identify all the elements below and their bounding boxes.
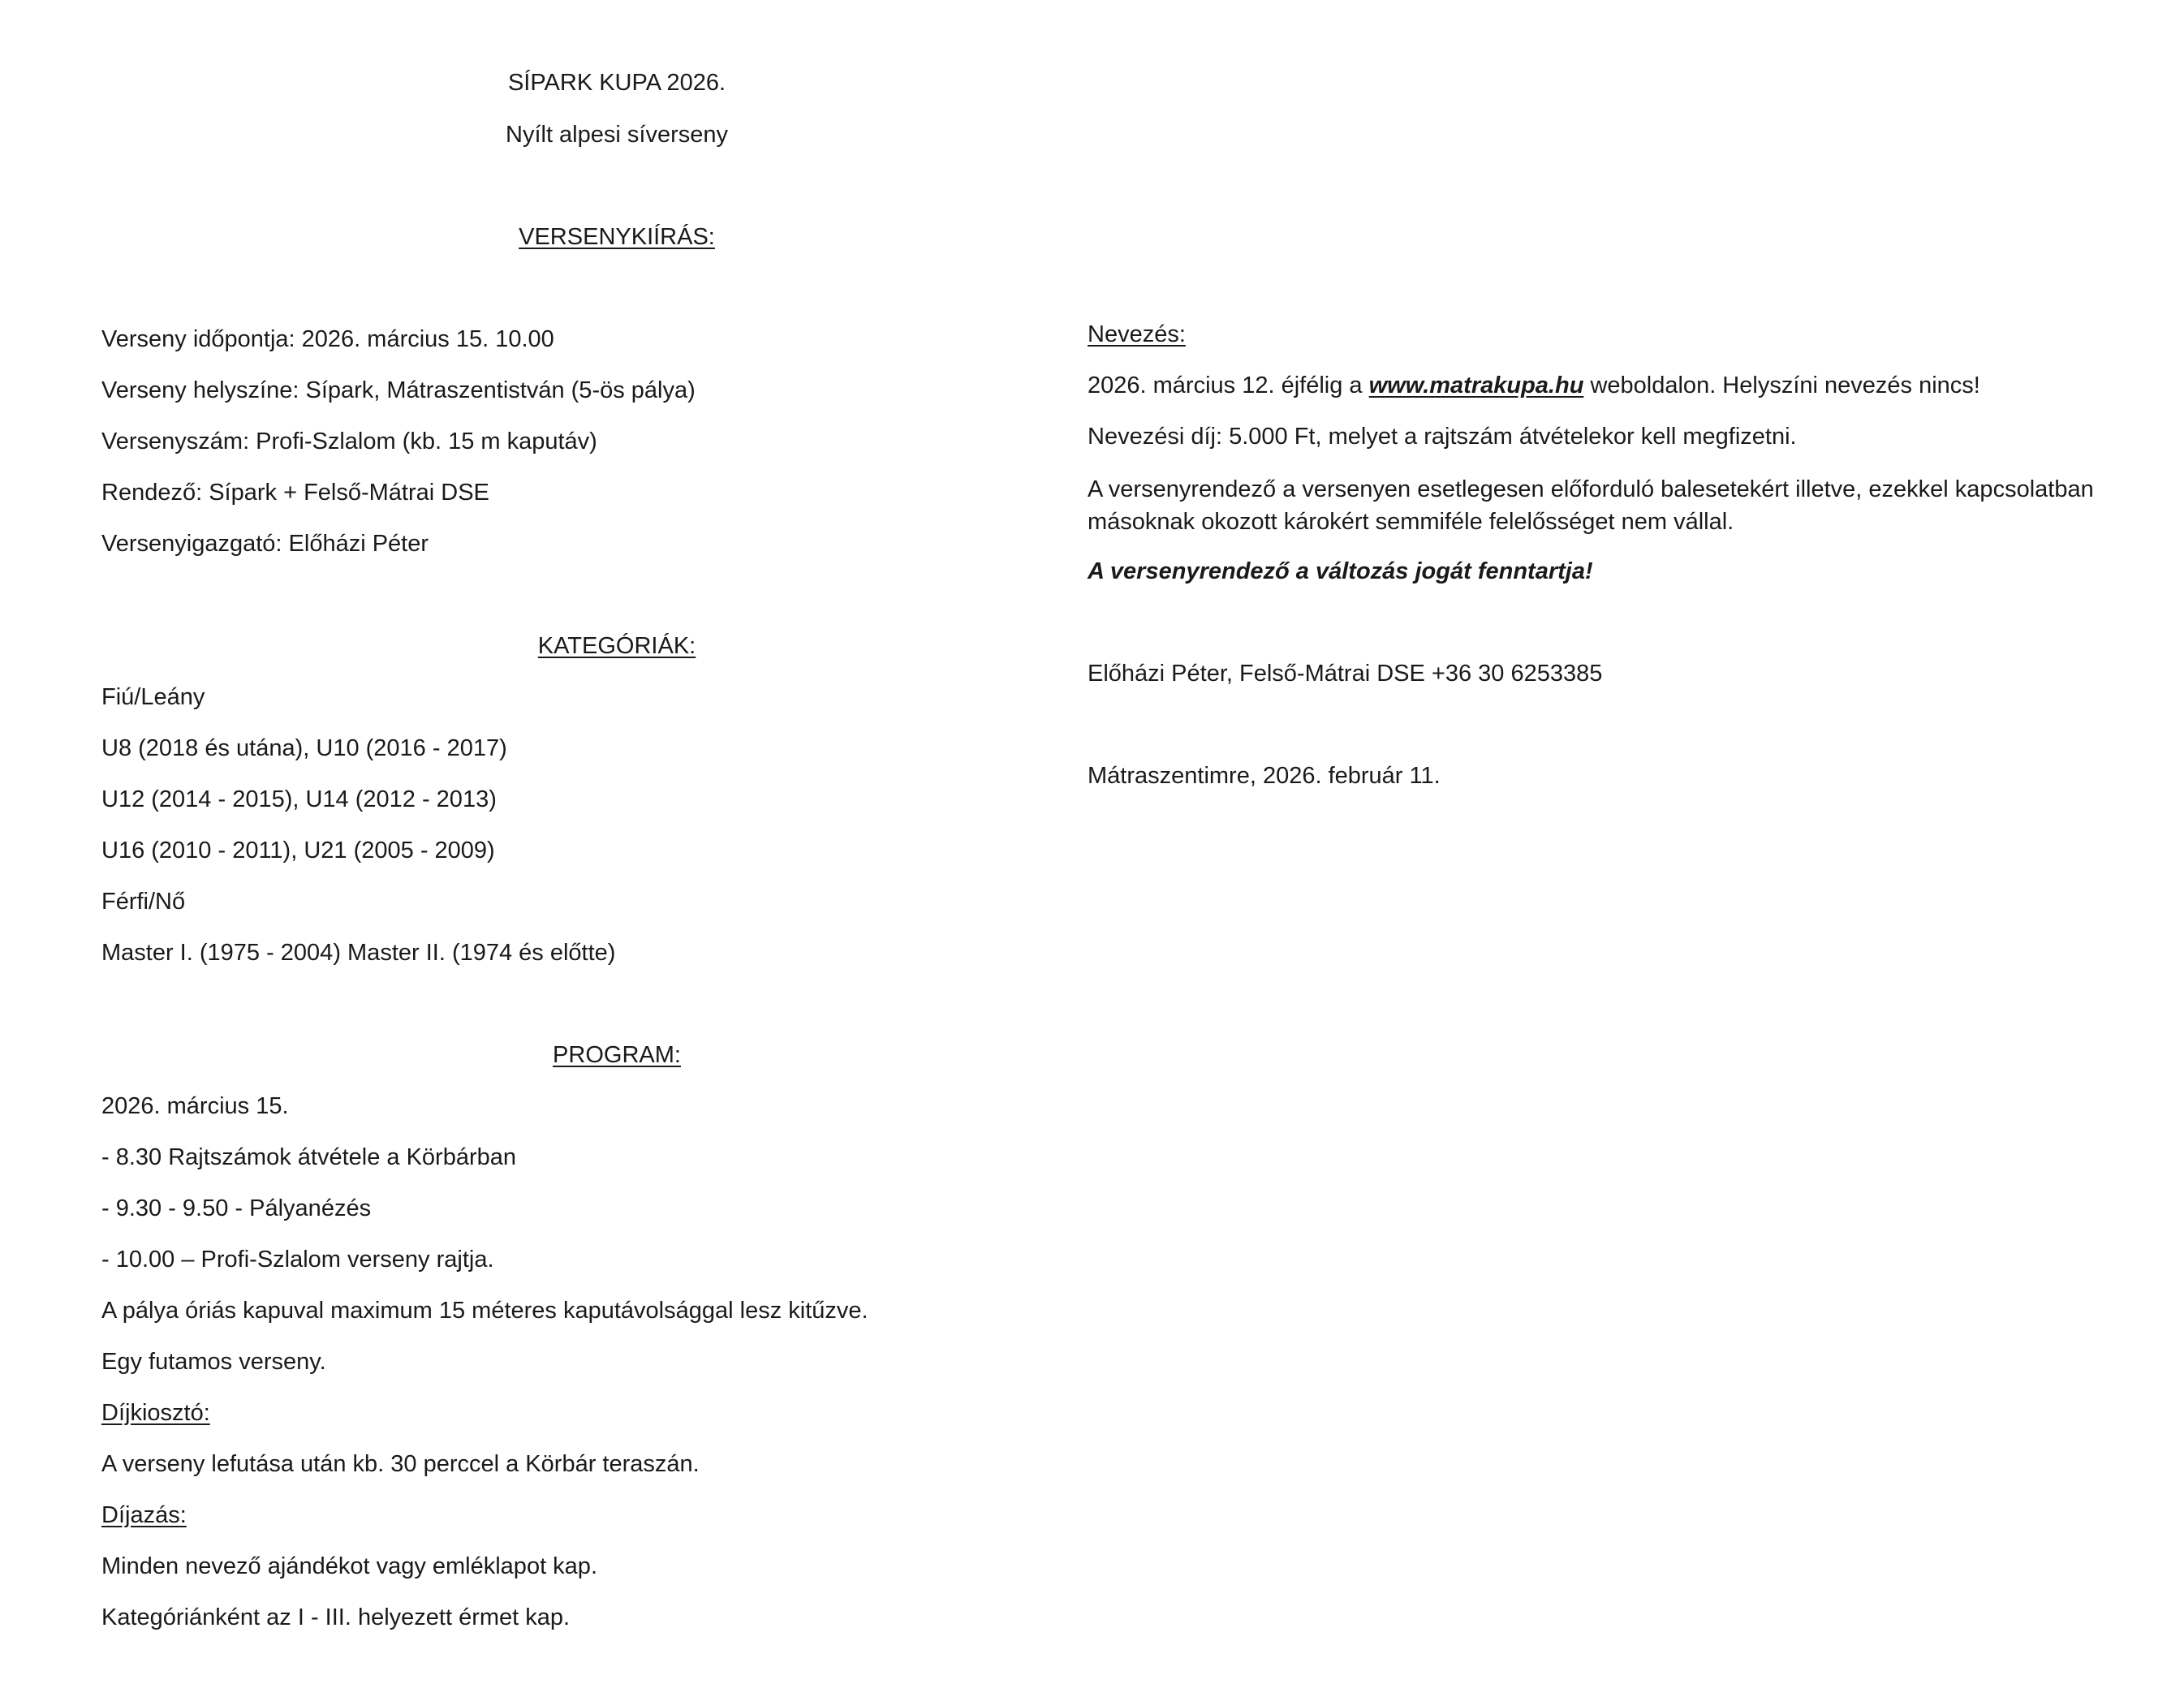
registration-deadline-text: 2026. március 12. éjfélig a [1088, 373, 1369, 398]
document-title: SÍPARK KUPA 2026. [507, 70, 726, 96]
prizes-heading: Díjazás: [101, 1502, 187, 1528]
category-line: Master I. (1975 - 2004) Master II. (1974 és előtte) [101, 940, 616, 966]
liability-disclaimer: A versenyrendező a versenyen esetlegesen előforduló balesetekért illetve, ezekkel kapcsolatban másoknak okozott károkért semmiféle felelősséget nem vállal. [1088, 476, 2094, 535]
category-line: Férfi/Nő [101, 889, 186, 915]
detail-event: Versenyszám: Profi-Szlalom (kb. 15 m kaputáv) [101, 429, 597, 454]
category-line: U16 (2010 - 2011), U21 (2005 - 2009) [101, 838, 495, 864]
category-line: Fiú/Leány [101, 684, 205, 710]
category-line: U12 (2014 - 2015), U14 (2012 - 2013) [101, 786, 497, 812]
entry-fee: Nevezési díj: 5.000 Ft, melyet a rajtszám átvételekor kell megfizetni. [1088, 424, 1797, 450]
prizes-line: Kategóriánként az I - III. helyezett érmet kap. [101, 1604, 571, 1630]
program-line: - 10.00 – Profi-Szlalom verseny rajtja. [101, 1247, 494, 1273]
registration-heading: Nevezés: [1088, 321, 1186, 347]
categories-heading: KATEGÓRIÁK: [537, 633, 696, 659]
contact-info: Előházi Péter, Felső-Mátrai DSE +36 30 6253385 [1088, 661, 1603, 687]
registration-deadline-note: weboldalon. Helyszíni nevezés nincs! [1583, 373, 1980, 398]
program-line: 2026. március 15. [101, 1093, 289, 1119]
award-heading: Díjkiosztó: [101, 1400, 210, 1426]
category-line: U8 (2018 és utána), U10 (2016 - 2017) [101, 735, 507, 761]
place-date: Mátraszentimre, 2026. február 11. [1088, 763, 1441, 789]
award-text: A verseny lefutása után kb. 30 perccel a Körbár teraszán. [101, 1451, 700, 1477]
program-line: - 9.30 - 9.50 - Pályanézés [101, 1195, 372, 1221]
website-link[interactable]: www.matrakupa.hu [1368, 373, 1584, 398]
announcement-heading-wrap [101, 222, 1132, 252]
program-line: A pálya óriás kapuval maximum 15 méteres kaputávolsággal lesz kitűzve. [101, 1298, 868, 1324]
prizes-line: Minden nevező ajándékot vagy emléklapot kap. [101, 1553, 597, 1579]
detail-venue: Verseny helyszíne: Sípark, Mátraszentistván (5-ös pálya) [101, 377, 696, 403]
program-heading-wrap [101, 1040, 1132, 1070]
program-line: - 8.30 Rajtszámok átvétele a Körbárban [101, 1144, 516, 1170]
detail-director: Versenyigazgató: Előházi Péter [101, 531, 429, 557]
detail-organizer: Rendező: Sípark + Felső-Mátrai DSE [101, 480, 489, 506]
registration-deadline [1088, 371, 1980, 400]
program-heading: PROGRAM: [553, 1042, 681, 1068]
program-line: Egy futamos verseny. [101, 1349, 326, 1375]
detail-date: Verseny időpontja: 2026. március 15. 10.00 [101, 326, 554, 352]
document-subtitle: Nyílt alpesi síverseny [506, 122, 728, 148]
categories-heading-wrap [101, 631, 1132, 661]
announcement-heading: VERSENYKIÍRÁS: [519, 224, 715, 250]
rights-reserved: A versenyrendező a változás jogát fenntartja! [1088, 558, 1593, 584]
